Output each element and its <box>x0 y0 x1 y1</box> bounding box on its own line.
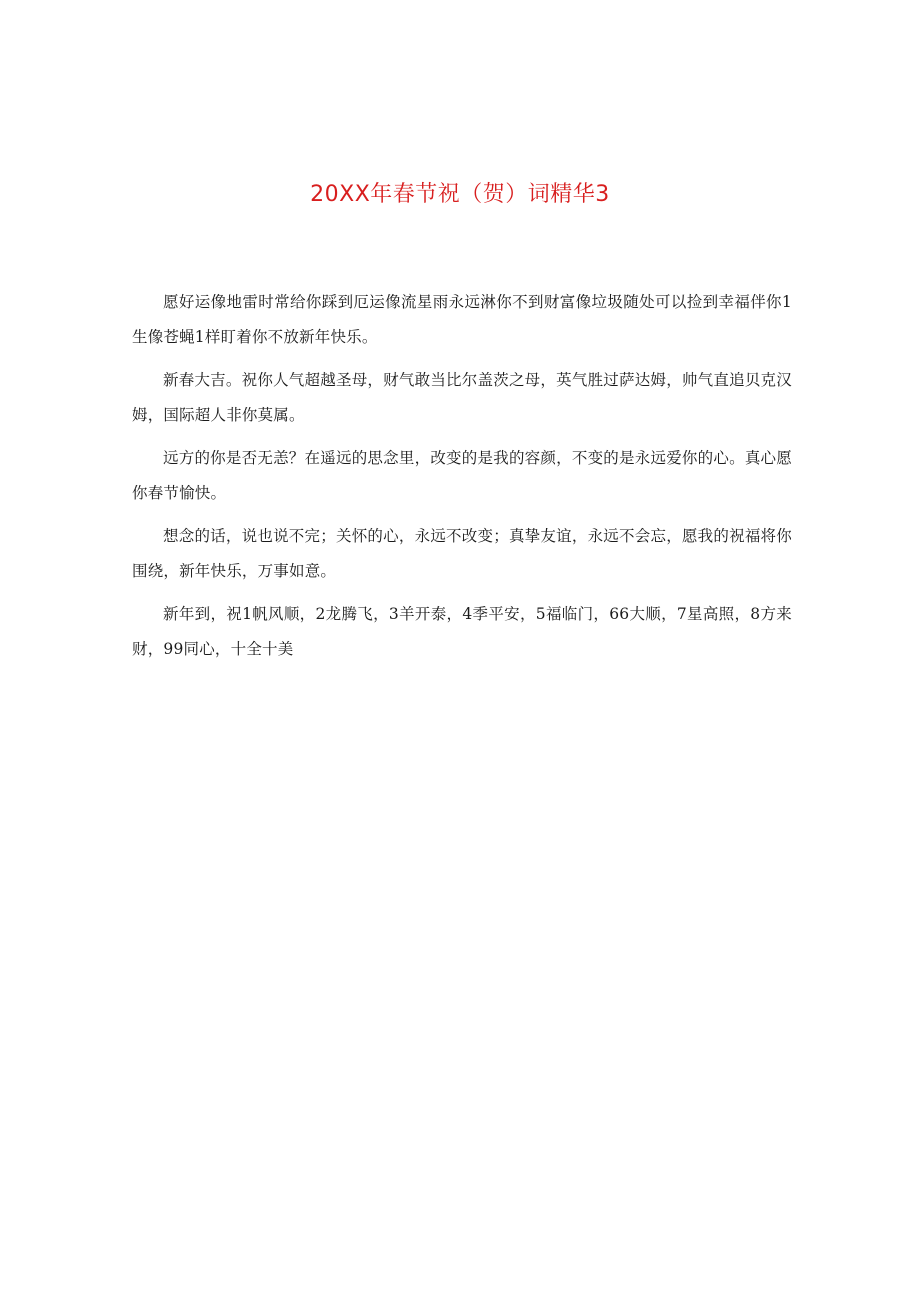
paragraph-4: 想念的话，说也说不完；关怀的心，永远不改变；真挚友谊，永远不会忘，愿我的祝福将你围绕，新年快乐，万事如意。 <box>132 527 792 580</box>
paragraph-3: 远方的你是否无恙？在遥远的思念里，改变的是我的容颜，不变的是永远爱你的心。真心愿你春节愉快。 <box>132 449 792 502</box>
paragraph-5: 新年到，祝1帆风顺，2龙腾飞，3羊开泰，4季平安，5福临门，66大顺，7星高照，8方来财，99同心，十全十美 <box>132 605 792 658</box>
document-body <box>132 285 792 675</box>
paragraph-1: 愿好运像地雷时常给你踩到厄运像流星雨永远淋你不到财富像垃圾随处可以捡到幸福伴你1生像苍蝇1样盯着你不放新年快乐。 <box>132 293 792 346</box>
page-title: 20XX年春节祝（贺）词精华3 <box>310 182 610 207</box>
paragraph-2: 新春大吉。祝你人气超越圣母，财气敢当比尔盖茨之母，英气胜过萨达姆，帅气直追贝克汉姆，国际超人非你莫属。 <box>132 371 792 424</box>
